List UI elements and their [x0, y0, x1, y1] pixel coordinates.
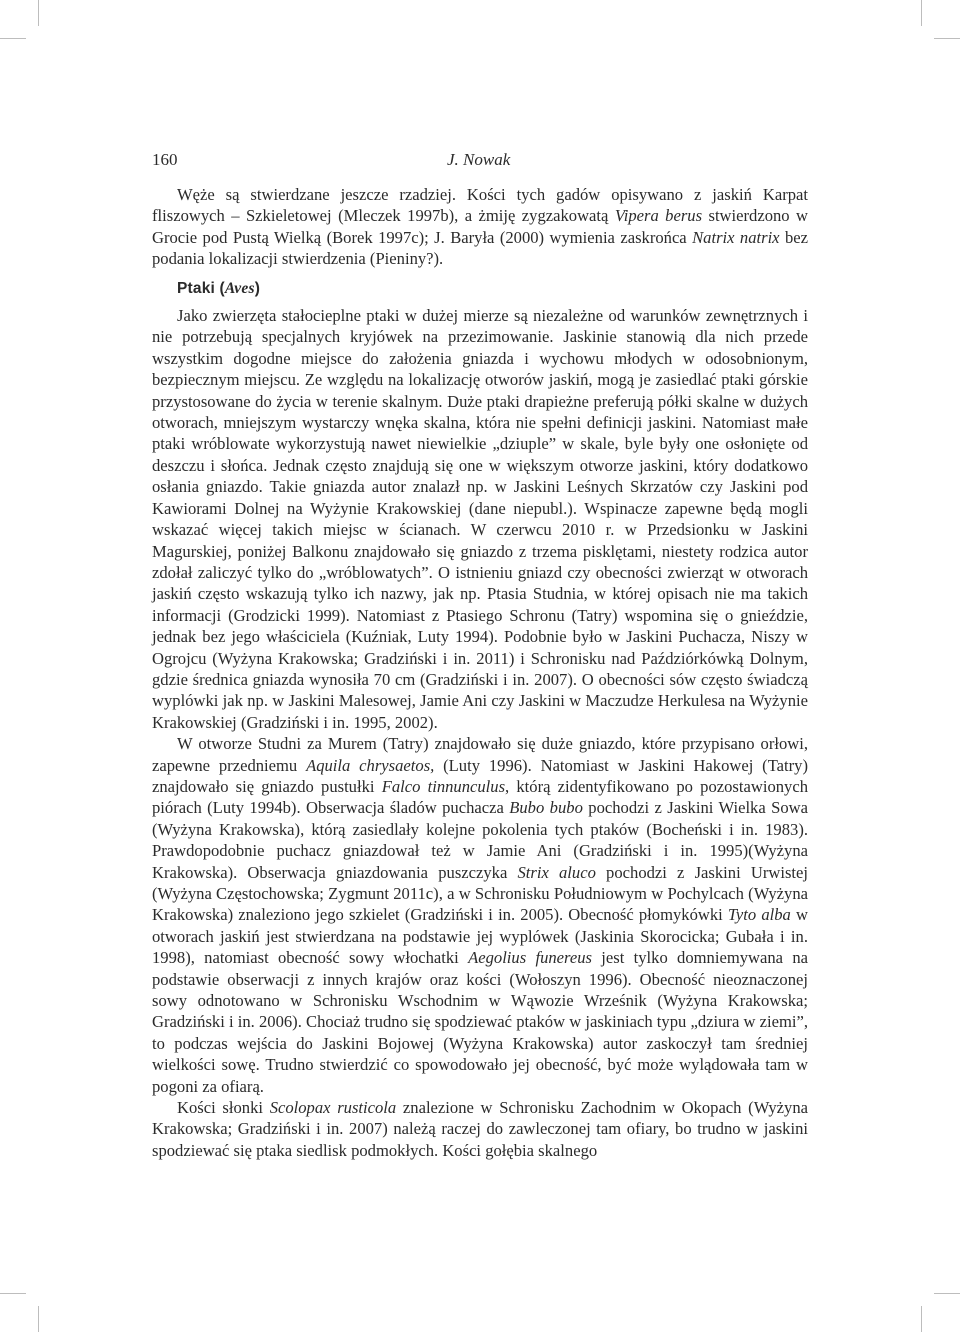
section-heading-latin: Aves [224, 279, 255, 297]
paragraph-snakes: Węże są stwierdzane jeszcze rzadziej. Kości tych gadów opisywano z jaskiń Karpat fliszowych – Szkieletowej (Mleczek 1997b), a żmiję zygzakowatą Vipera berus stwierdzono w Grocie pod Pustą Wielką (Borek 1997c); J. Baryła (2000) wymienia zaskrońca Natrix natrix bez podania lokalizacji stwierdzenia (Pieniny?). [152, 185, 809, 269]
latin-name: Strix aluco [517, 862, 596, 882]
crop-mark-top-left-h [0, 38, 26, 39]
latin-name: Natrix natrix [692, 227, 780, 247]
latin-name: Scolopax rusticola [269, 1098, 397, 1118]
page-number: 160 [152, 150, 178, 169]
crop-mark-bottom-left-h [0, 1293, 26, 1294]
crop-mark-bottom-right-v [921, 1306, 922, 1332]
paragraph-woodcock: Kości słonki Scolopax rusticola znalezione w Schronisku Zachodnim w Okopach (Wyżyna Krakowska; Gradziński i in. 2007) należą raczej do zawleczonej tam ofiary, bo trudno w jaskini spodziewać się ptaka siedlisk podmokłych. Kości gołębia skalnego [152, 1098, 808, 1160]
latin-name: Vipera berus [614, 206, 703, 226]
crop-mark-bottom-right-h [934, 1293, 960, 1294]
crop-mark-top-right-v [921, 0, 922, 26]
crop-mark-top-left-v [38, 0, 39, 26]
latin-name: Aquila chrysaetos, [306, 755, 435, 775]
crop-mark-top-right-h [934, 38, 960, 39]
paragraph-birds-of-prey: W otworze Studni za Murem (Tatry) znajdowało się duże gniazdo, które przypisano orłowi, zapewne przedniemu Aquila chrysaetos, (Luty 1996). Natomiast w Jaskini Hakowej (Tatry) znajdowało się gniazdo pustułki Falco tinnunculus, którą zidentyfikowano po pozostawionych piórach (Luty 1994b). Obserwacja śladów puchacza Bubo bubo pochodzi z Jaskini Wielka Sowa (Wyżyna Krakowska), którą zasiedlały kolejne pokolenia tych ptaków (Bocheński i in. 1983). Prawdopodobnie puchacz gniazdował też w Jamie Ani (Gradziński i in. 1995)(Wyżyna Krakowska). Obserwacja gniazdowania puszczyka Strix aluco pochodzi z Jaskini Urwistej (Wyżyna Częstochowska; Zygmunt 2011c), a w Schronisku Południowym w Pochylcach (Wyżyna Krakowska) znaleziono jego szkielet (Gradziński i in. 2005). Obecność płomykówki Tyto alba w otworach jaskiń jest stwierdzana na podstawie jej wyplówek (Jaskinia Skorocicka; Gubała i in. 1998), natomiast obecność sowy włochatki Aegolius funereus jest tylko domniemywana na podstawie obserwacji z innych krajów oraz kości (Wołoszyn 1996). Obecność nieoznaczonej sowy odnotowano w Schronisku Wschodnim w Wąwozie Wrześnik (Wyżyna Krakowska; Gradziński i in. 2006). Chociaż trudno się spodziewać ptaków w jaskiniach typu „dziura w ziemi”, to podczas wejścia do Jaskini Bojowej (Wyżyna Krakowska) autor zaskoczył tam średniej wielkości sowę. Trudno stwierdzić co spowodowało jej obecność, być może wylądowała tam w pogoni za ofiarą. [152, 734, 809, 1096]
crop-mark-bottom-left-v [38, 1306, 39, 1332]
section-heading-birds: Ptaki (Aves) [177, 279, 261, 297]
latin-name: Aegolius funereus [468, 948, 592, 968]
paragraph-birds-intro: Jako zwierzęta stałocieplne ptaki w dużej mierze są niezależne od warunków zewnętrznych i nie potrzebują specjalnych kryjówek na przezimowanie. Jaskinie stanowią dla nich przede wszystkim dogodne miejsce do założenia gniazda i wychowu młodych w odosobnionym, bezpiecznym miejscu. Ze względu na lokalizację otworów jaskiń, mogą je zasiedlać ptaki górskie przystosowane do życia w terenie skalnym. Duże ptaki drapieżne preferują półki skalne w dużych otworach, mniejszym wystarczy wnęka skalna, która nie spełni definicji jaskini. Natomiast małe ptaki wróblowate wykorzystują nawet niewielkie „dziuple” w skale, byle były one osłonięte od deszczu i słońca. Jednak często znajdują się one w większym otworze jaskini, który dodatkowo osłania gniazdo. Takie gniazda autor znalazł np. w Jaskini Leśnych Skrzatów czy Jaskini pod Kawiorami Dolnej na Wyżynie Krakowskiej (dane niepubl.). Wspinacze zapewne będą mogli wskazać więcej takich miejsc w ścianach. W czerwcu 2010 r. w Przedsionku w Jaskini Magurskiej, poniżej Balkonu znajdowało się gniazdo z trzema pisklętami, niestety rodzica autor zdołał zaliczyć tylko do „wróblowatych”. O istnieniu gniazd czy obecności zwierząt w otworach jaskiń często wskazują tylko ich nazwy, jak np. Ptasia Studnia, w której opisach nie ma takich informacji (Grodzicki 1999). Natomiast z Ptasiego Schronu (Tatry) wspomina się o gnieździe, jednak bez jego właściciela (Kuźniak, Luty 1994). Podobnie było w Jaskini Puchacza, Niszy w Ogrojcu (Wyżyna Krakowska; Gradziński i in. 2011) i Schronisku nad Paździórkówką Dolnym, gdzie średnica gniazda wynosiła 70 cm (Gradziński i in. 2007). O obecności sów często świadczą wyplówki jak np. w Jaskini Malesowej, Jamie Ani czy Jaskini w Maczudze Herkulesa na Wyżynie Krakowskiej (Gradziński i in. 1995, 2002). [152, 306, 808, 732]
running-head [152, 150, 808, 172]
running-head-author: J. Nowak [447, 150, 511, 169]
body-text [152, 184, 808, 1161]
latin-name: Bubo bubo [509, 798, 583, 818]
latin-name: Tyto alba [727, 905, 791, 925]
latin-name: Falco tinnunculus [381, 776, 506, 796]
